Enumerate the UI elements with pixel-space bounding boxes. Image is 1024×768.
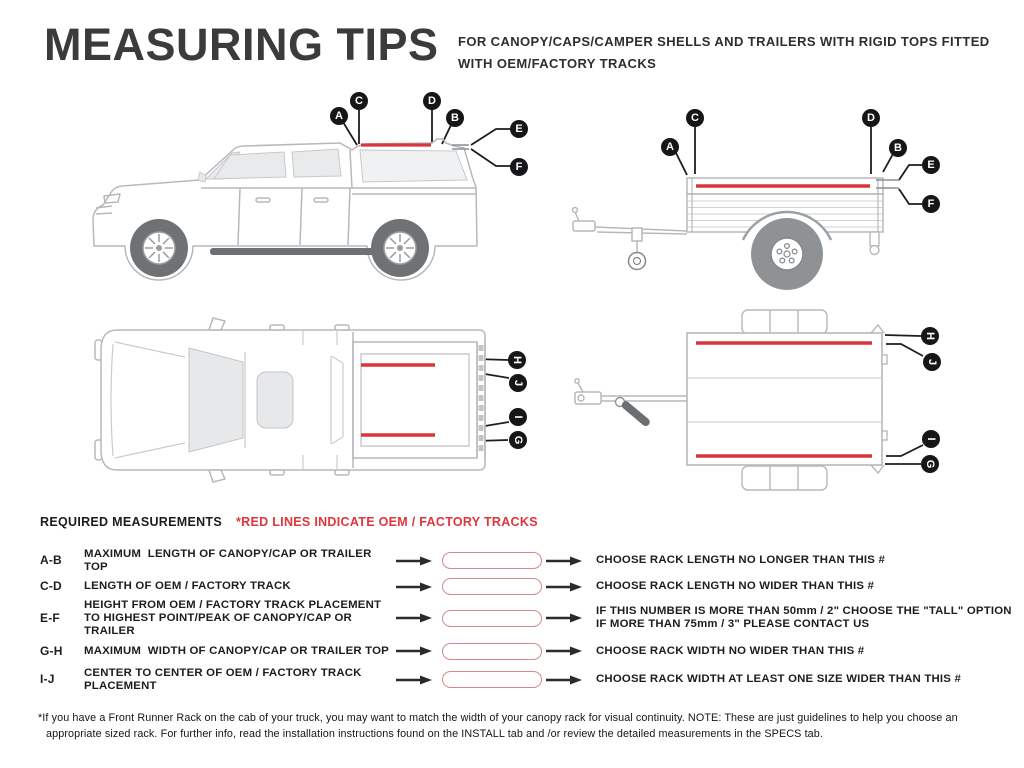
callout-g-trailer-top: G xyxy=(921,455,939,473)
trailer-side-view-illustration xyxy=(565,100,1015,295)
row-ef-result xyxy=(596,605,1018,631)
callout-e-truck-side: E xyxy=(510,120,528,138)
row-gh-result: CHOOSE RACK WIDTH NO WIDER THAN THIS # xyxy=(596,644,865,657)
row-cd-result: CHOOSE RACK LENGTH NO WIDER THAN THIS # xyxy=(596,580,875,592)
callout-i-trailer-top: I xyxy=(922,430,940,448)
callout-j-trailer-top: J xyxy=(923,353,941,371)
arrow-right-icon xyxy=(546,613,582,623)
trailer-wheel xyxy=(751,218,823,290)
subtitle-line-1: FOR CANOPY/CAPS/CAMPER SHELLS AND TRAILERS WITH RIGID TOPS FITTED xyxy=(458,34,990,49)
callout-d-trailer-side: D xyxy=(862,109,880,127)
callout-c-truck-side: C xyxy=(350,92,368,110)
arrow-right-icon xyxy=(396,646,432,656)
row-gh-range: G-H xyxy=(40,643,63,658)
page-subtitle xyxy=(458,31,1018,75)
row-ij-range: I-J xyxy=(40,672,55,686)
row-ij-result: CHOOSE RACK WIDTH AT LEAST ONE SIZE WIDER THAN THIS # xyxy=(596,673,961,685)
trailer-tow-bar xyxy=(575,379,687,404)
callout-b-trailer-side: B xyxy=(889,139,907,157)
callout-f-trailer-side: F xyxy=(922,195,940,213)
row-ef-range: E-F xyxy=(40,610,60,625)
jockey-wheel xyxy=(629,253,646,270)
truck-windows xyxy=(198,149,467,182)
ratchet-handle xyxy=(620,400,651,428)
callout-a-trailer-side: A xyxy=(661,138,679,156)
truck-top-view-art xyxy=(85,300,535,500)
trailer-top-box xyxy=(687,333,882,465)
footnote: *If you have a Front Runner Rack on the cab of your truck, you may want to match the width of your canopy rack for visual continuity. NOTE: These are just guidelines to help you choose an appropriate sized rack. For further info, read the installation instructions found on the INSTALL tab and /or review the detailed measurements in the SPECS tab. xyxy=(38,712,958,740)
row-ab-label: MAXIMUM LENGTH OF CANOPY/CAP OR TRAILER TOP xyxy=(84,547,375,573)
callout-c-trailer-side: C xyxy=(686,109,704,127)
callout-a-truck-side: A xyxy=(330,107,348,125)
subtitle-line-2: WITH OEM/FACTORY TRACKS xyxy=(458,56,657,71)
row-cd-writein-box xyxy=(442,578,542,595)
trailer-side-view-art xyxy=(565,100,1015,295)
row-cd-label: LENGTH OF OEM / FACTORY TRACK xyxy=(84,580,291,592)
row-ab-range: A-B xyxy=(40,553,62,567)
arrow-right-icon xyxy=(546,646,582,656)
page-title: MEASURING TIPS xyxy=(44,19,439,70)
row-ef-writein-box xyxy=(442,610,542,627)
row-ef-label: HEIGHT FROM OEM / FACTORY TRACK PLACEMENT TO HIGHEST POINT/PEAK OF CANOPY/CAP OR TRAILER xyxy=(84,598,385,637)
row-cd-range: C-D xyxy=(40,579,62,593)
callout-i-truck-top: I xyxy=(509,408,527,426)
row-gh-label: MAXIMUM WIDTH OF CANOPY/CAP OR TRAILER TOP xyxy=(84,644,389,657)
callout-e-trailer-side: E xyxy=(922,156,940,174)
rear-corner-steady xyxy=(870,232,879,255)
callout-h-trailer-top: H xyxy=(921,327,939,345)
measurements-table xyxy=(40,548,1018,693)
row-ab-result: CHOOSE RACK LENGTH NO LONGER THAN THIS # xyxy=(596,554,885,566)
row-gh-writein-box xyxy=(442,643,542,660)
heading-text: REQUIRED MEASUREMENTS xyxy=(40,515,223,529)
row-ij-label: CENTER TO CENTER OF OEM / FACTORY TRACK PLACEMENT xyxy=(84,666,365,692)
red-lines-note: *RED LINES INDICATE OEM / FACTORY TRACKS xyxy=(236,515,538,529)
arrow-right-icon xyxy=(546,582,582,592)
callout-j-truck-top: J xyxy=(509,374,527,392)
sunroof xyxy=(257,372,293,428)
leader-lines xyxy=(885,335,923,464)
callout-g-truck-top: G xyxy=(509,431,527,449)
arrow-right-icon xyxy=(396,675,432,685)
trailer-drawbar xyxy=(573,208,688,254)
arrow-right-icon xyxy=(546,556,582,566)
arrow-right-icon xyxy=(546,675,582,685)
callout-d-truck-side: D xyxy=(423,92,441,110)
arrow-right-icon xyxy=(396,613,432,623)
arrow-right-icon xyxy=(396,556,432,566)
callout-b-truck-side: B xyxy=(446,109,464,127)
arrow-right-icon xyxy=(396,582,432,592)
row-ef-result-line-1: IF THIS NUMBER IS MORE THAN 50mm / 2" CHOOSE THE "TALL" OPTION xyxy=(596,605,1012,617)
row-ab-writein-box xyxy=(442,552,542,569)
callout-h-truck-top: H xyxy=(508,351,526,369)
required-measurements-heading xyxy=(40,515,538,529)
running-board xyxy=(210,248,385,255)
callout-f-truck-side: F xyxy=(510,158,528,176)
windshield xyxy=(189,348,243,452)
truck-top-view-illustration xyxy=(85,300,535,500)
row-ij-writein-box xyxy=(442,671,542,688)
row-ef-result-line-2: IF MORE THAN 75mm / 3" PLEASE CONTACT US xyxy=(596,618,870,630)
